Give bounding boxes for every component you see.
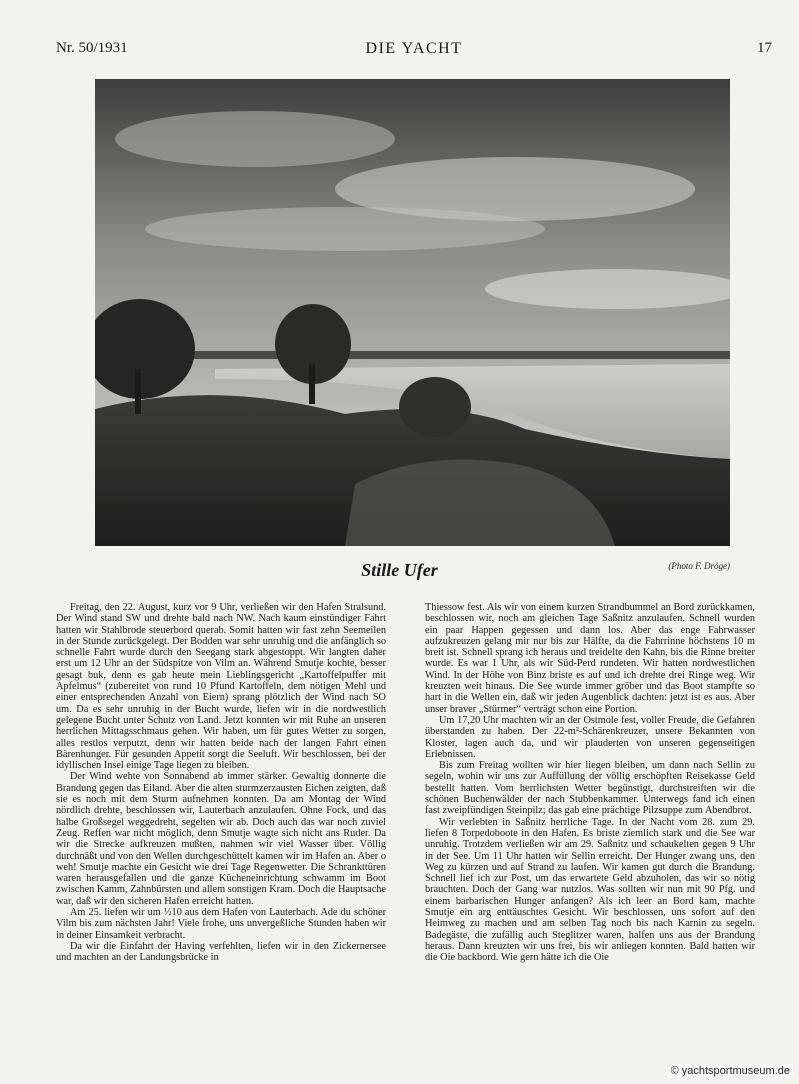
paragraph: Der Wind wehte von Sonnabend ab immer stärker. Gewaltig donnerte die Brandung gegen das Eiland. Aber die alten sturmzerzausten Eichen zeigten, daß sie es noch mit dem Sturm aufnehmen konnten. Da am Montag der Wind nördlich drehte, beschlossen wir, Lauterbach anzulaufen. Ohne Fock, und das halbe Großsegel weggedreht, segelten wir ab. Doch auch das war noch zuviel Zeug. Reffen war nicht möglich, denn Smutje wagte sich nicht ans Ruder. Da wir die Strecke aufkreuzen mußten, nahmen wir viel Wasser über. Völlig durchnäßt und von den Wellen durchgeschüttelt kamen wir im Hafen an. Aber o weh! Smutje machte ein Gesicht wie drei Tage Regenwetter. Die Schrankttüren waren herausgefallen und die ganze Kücheneinrichtung schwamm im Boot zwischen Kamm, Zahnbürsten und allem sonstigen Kram. Doch die Hauptsache war, daß wir den sicheren Hafen erreicht hatten. [56,771,386,907]
article-column-right [425,602,755,964]
paragraph: Wir verlebten in Saßnitz herrliche Tage. In der Nacht vom 28. zum 29. liefen 8 Torpedoboote in den Hafen. Es briste ziemlich stark und die See war unruhig. Trotzdem verließen wir am 29. Saßnitz und schaukelten gegen 9 Uhr in der See. Um 11 Uhr hatten wir Sellin erreicht. Der Hunger zwang uns, den Weg zu kürzen und auf Strand zu laufen. Wir kamen gut durch die Brandung. Schnell lief ich zur Post, um das erwartete Geld abzuholen, das wir so nötig brauchten. Doch der Gang war nutzlos. Was sollten wir nun mit 90 Pfg. und einem barbarischen Hunger anfangen? Als ich leer an Bord kam, machte Smutje ein arg enttäuschtes Gesicht. Wir beschlossen, uns sofort auf den Heimweg zu machen und am selben Tag noch bis nach Karnin zu segeln. Badegäste, die zufällig auch Steglitzer waren, halfen uns aus der Brandung heraus. Dann kreuzten wir uns frei, bis wir anliegen konnten. Bald hatten wir die Oie backbord. Wie gern hätte ich die Oie [425,816,755,964]
landscape-photo [95,79,730,546]
photo-credit: (Photo F. Dröge) [668,561,730,571]
paragraph: Thiessow fest. Als wir von einem kurzen Strandbummel an Bord zurückkamen, beschlossen wir, noch am gleichen Tage Saßnitz anzulaufen. Schnell wurden ein paar Happen gegessen und dann los. Aber das enge Fahrwasser aufzukreuzen gelang mir nur bis zur Hälfte, da die Fahrrinne höchstens 10 m breit ist. Schnell sprang ich heraus und treidelte den Kahn, bis die Rinne breiter wurde. Es war 1 Uhr, als wir Süd-Perd rundeten. Wir hatten nordwestlichen Wind. In der Höhe von Binz briste es auf und ich drehte drei Ringe weg. Wir kreuzten weit hinaus. Die See wurde immer gröber und das Boot stampfte so hart in die Wellen ein, daß wir jeden Augenblick dachten: jetzt ist es aus. Aber unser braver „Stürmer“ verträgt schon eine Portion. [425,602,755,715]
issue-number: Nr. 50/1931 [56,40,128,56]
article-column-left [56,602,386,964]
photo-caption: Stille Ufer [361,560,438,580]
magazine-title: DIE YACHT [365,40,463,57]
watermark: © yachtsportmuseum.de [668,1064,793,1078]
page-number: 17 [757,40,772,56]
paragraph: Freitag, den 22. August, kurz vor 9 Uhr, verließen wir den Hafen Stralsund. Der Wind stand SW und drehte bald nach NW. Nach kaum einstündiger Fahrt hatten wir Stahlbrode steuerbord querab. Somit hatten wir fast zehn Seemeilen in der Stunde zurückgelegt. Der Bodden war sehr unruhig und die anfänglich so schnelle Fahrt wurde durch den Seegang stark abgestoppt. Wir langten daher erst um 12 Uhr an der Südspitze von Vilm an. Während Smutje kochte, besser gesagt buk, denn es gab heute mein Lieblingsgericht „Kartoffelpuffer mit Apfelmus“ (zubereitet von rund 10 Pfund Kartoffeln, dem nötigen Mehl und einer entsprechenden Anzahl von Eiern) sprang plötzlich der Wind nach SO um. Da es sehr unruhig in der Bucht wurde, liefen wir in die nordwestlich gelegene Bucht unter Schutz von Land. Jetzt konnten wir mit Ruhe an unseren herrlichen Mittagsschmaus gehen. Wir haben, um für gutes Wetter zu sorgen, alles restlos verputzt, denn wir hatten beide nach der langen Fahrt einen Bärenhunger. Für gesunden Appetit sorgt die Seeluft. Wir beschlossen, bei der idyllischen Insel einige Tage liegen zu bleiben. [56,602,386,772]
paragraph: Da wir die Einfahrt der Having verfehlten, liefen wir in den Zickernersee und machten an der Landungsbrücke in [56,940,386,964]
paragraph: Am 25. liefen wir um ½10 aus dem Hafen von Lauterbach. Ade du schöner Vilm bis zum nächsten Jahr! Viele frohe, uns unvergeßliche Stunden haben wir in deiner Einsamkeit verbracht. [56,907,386,941]
page-header [56,40,772,60]
paragraph: Bis zum Freitag wollten wir hier liegen bleiben, um dann nach Sellin zu segeln, wohin wir uns zur Auffüllung der völlig erschöpften Reisekasse Geld bestellt hatten. Vom herrlichsten Wetter begünstigt, durchstreiften wir die schönen Buchenwälder der nach Stubbenkammer. Unterwegs fand ich einen fast zweipfündigen Steinpilz; das gab eine prächtige Pilzsuppe zum Abendbrot. [425,760,755,817]
paragraph: Um 17,20 Uhr machten wir an der Ostmole fest, voller Freude, die Gefahren überstanden zu haben. Der 22-m²-Schärenkreuzer, unsere Bekannten von Kloster, lagen auch da, und wir plauderten von unseren gegenseitigen Erlebnissen. [425,714,755,760]
